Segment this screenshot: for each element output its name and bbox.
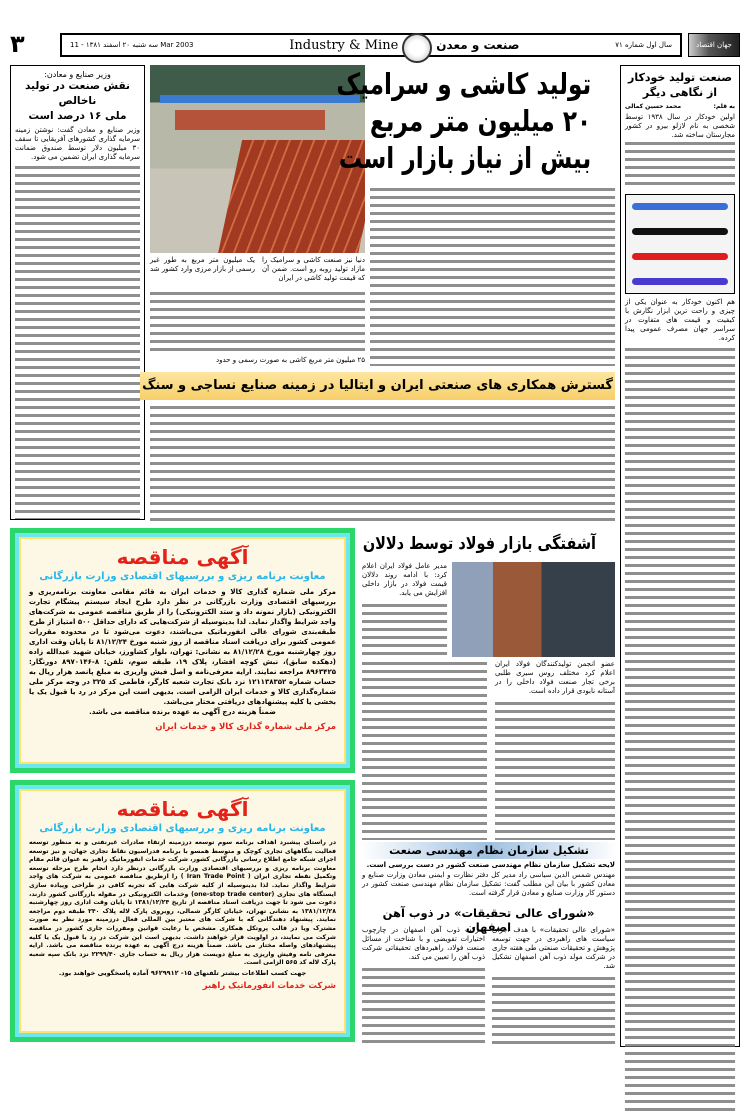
right-caption: هم اکنون خودکار به عنوان یکی از چیزی و راحت ترین ابزار نگارش با کیفیت و قیمت های متفاوت در سراسر جهان مصرف عمومی پیدا کرده. xyxy=(625,298,735,342)
italy-cooperation-banner: گسترش همکاری های صنعتی ایران و ایتالیا در زمینه صنایع نساجی و سنگ xyxy=(140,372,615,400)
left-title: نقش صنعت در تولید ناخالص ملی ۱۶ درصد است xyxy=(24,80,131,122)
pens-photo xyxy=(625,194,735,294)
page-number: ۳ xyxy=(10,30,25,58)
kicker: وزیر صنایع و معادن: xyxy=(44,70,111,79)
steel-headline: آشفتگی بازار فولاد توسط دلالان xyxy=(362,530,615,558)
globe-icon xyxy=(402,33,432,63)
right-intro: اولین خودکار در سال ۱۹۳۸ توسط شخصی به نام لازلو بیرو در کشور مجارستان ساخته شد. xyxy=(625,113,735,139)
engineering-body: مهندس شمس الدین سیاسی راد مدیر کل دفتر نظارت و ایمنی معادن وزارت صنایع و معادن کشور با بیان این مطلب گفت: تشکیل سازمان نظام مهندسی صنعت کشور در دستور کار وزارت صنایع و معادن قرار گرفته است. xyxy=(362,871,615,897)
right-title: صنعت تولید خودکار از نگاهی دیگر xyxy=(628,71,732,99)
lead-tail: ۲۵ میلیون متر مربع کاشی به صورت رسمی و حدود xyxy=(215,356,365,364)
date: سه شنبه ۲۰ اسفند ۱۳۸۱ - 11 Mar 2003 xyxy=(70,41,194,49)
steel-intro: مدیر عامل فولاد ایران اعلام کرد: با ادامه روند دلالان قیمت فولاد در بازار داخلی افزایش می یابد. xyxy=(362,562,447,597)
shora-headline: «شورای عالی تحقیقات» در ذوب آهن اصفهان xyxy=(382,906,595,934)
tender-ad-1: آگهی مناقصه معاونت برنامه ریزی و بررسیهای اقتصادی وزارت بازرگانی مرکز ملی شماره گذاری کالا و خدمات ایران به قائم مقامی معاونت برنامه‌ریزی و بررسیهای اقتصادی وزارت بازرگانی در نظر دارد طرح ایجاد سیستم پیشگام تجارت الکترونیکی (بازار نمونه داد و ستد الکترونیکی) را از طریق مناقصه عمومی به شرکت‌های واجد شرایط واگذار نماید. لذا بدینوسیله از شرکت‌هایی که دارای حداقل ۵۰۰ امتیاز از طرح طبقه‌بندی شورای عالی انفورماتیک می‌باشند، دعوت می‌شود تا در محدوده مقررات عمومی کشور برای دریافت اسناد مناقصه از روز شنبه مورخ ۸۱/۱۲/۲۴ تا پایان وقت اداری روز چهارشنبه مورخ ۸۱/۱۲/۲۸ به نشانی: تهران، بلوار کشاورز، خیابان شهید عبدالله زاده (دهکده سابق)، نبش کوچه افشار، پلاک ۱۹، طبقه سوم، تلفن: ۸-۸۹۷۰۱۴۶ دورنگار: ۸۹۶۳۴۲۵ مراجعه نمایند. ارایه معرفی‌نامه و اصل فیش واریزی به مبلغ پانصد هزار ریال به حساب شماره ۱۲۱۱۳۸۳۵۲ نزد بانک تجارت شعبه کارگر، فاطمی کد ۳۲۵ در وجه مرکز ملی شماره‌گذاری کالا و خدمات ایران الزامی است. بدیهی است این مرکز در رد یا قبول یک یا بخشی یا کلیه پیشنهادهای دریافتی مختار می‌باشد. ضمناً هزینه درج آگهی به عهده برنده مناقصه می باشد. مرکز ملی شماره گذاری کالا و خدمات ایران xyxy=(10,528,355,773)
tender-ad-2: آگهی مناقصه معاونت برنامه ریزی و بررسیهای اقتصادی وزارت بازرگانی در راستای پیشبرد اهداف برنامه سوم توسعه درزمینه ارتقاء صادرات غیرنفتی و به منظور توسعه فعالیت بنگاههای تجاری کوچک و متوسط همسو با برنامه فدراسیون نقاط تجاری جهان، و نیز توسعه اجرای شبکه جامع اطلاع رسانی بازرگانی کشور، شرکت خدمات انفورماتیک راهبر به عنوان قائم مقام معاونت برنامه ریزی و بررسیهای اقتصادی وزارت بازرگانی درنظر دارد انجام طرح مرحله توسعه وتکمیل نقطه تجاری ایران ( Iran Trade Point ) را ازطریق مناقصه عمومی به شرکت های واجد شرایط واگذار نماید. لذا بدینوسیله از کلیه شرکت هایی که تجربه کافی در طراحی وپیاده سازی ایستگاه های تجاری (one-stop trade center) وخدمات الکترونیکی در مقوله بازرگانی کشور دارند، دعوت می شود تا جهت دریافت اسناد مناقصه از تاریخ ۱۳۸۱/۱۲/۲۴ تا پایان وقت اداری روز چهارشنبه ۱۳۸۱/۱۲/۲۸ به نشانی تهران، خیابان کارگر شمالی، روبروی پارک لاله پلاک ۲۴۰ طبقه دوم مراجعه نمایند. پیشنهاد دهندگانی که با شرکت های معتبر بین المللی فعال درزمینه مورد نظر به صورت مشترک ویا در قالب پروتکل همکاری مشخص با رعایت قوانین ومقررات جاری کشور در مناقصه شرکت می نمایند، در اولویت قرار خواهند داشت. بدیهی است این شرکت در رد یا قبول یک یا کلیه پیشنهادهای واصله مختار می باشد. ضمناً هزینه درج آگهی به عهده برنده مناقصه می باشد. ارایه معرفی نامه وفیش واریزی به مبلغ دویست هزار ریال به حساب جاری ۲۲۹۹/۴۰ نزد بانک سپه شعبه پارک لاله کد ۵۶۵ الزامی است. جهت کسب اطلاعات بیشتر تلفنهای ۱۵- ۹۶۲۹۹۱۲ آماده پاسخگویی خواهند بود. شرکت خدمات انفورماتیک راهبر xyxy=(10,780,355,1042)
lead-snippet-2: یک میلیون متر مربع به طور غیر رسمی از بازار مرزی وارد کشور شد xyxy=(150,256,255,273)
steel-warehouse-photo xyxy=(452,562,615,657)
newspaper-logo: جهان اقتصاد xyxy=(688,33,740,57)
lead-headline: تولید کاشی و سرامیک ۲۰ میلیون متر مربع بیش از نیاز بازار است xyxy=(368,66,616,182)
shora-col-right: «شورای عالی تحقیقات» با هدف اجرای سیاست های راهبردی در جهت توسعه پژوهش و تحقیقات صنعتی طی هفته جاری در شرکت مولد ذوب آهن اصفهان تشکیل شد. xyxy=(492,926,615,970)
left-column-article xyxy=(10,65,145,520)
shora-col-left: شرکت ذوب آهن اصفهان در چارچوب اختیارات تفویضی و با شناخت از مسائل صنعت فولاد، راهبردهای تحقیقاتی شرکت ذوب آهن را تعیین می کند. xyxy=(362,926,485,961)
section-fa: صنعت و معدن xyxy=(436,38,520,52)
left-intro: وزیر صنایع و معادن گفت: نوشتن زمینه سرمایه گذاری کشورهای آفریقایی تا سقف ۳۰ میلیون دلار توسط صندوق ضمانت سرمایه گذاری ایران تضمین می شود. xyxy=(15,126,140,161)
section-en: Industry & Mine xyxy=(289,37,399,53)
steel-snippet: عضو انجمن تولیدکنندگان فولاد ایران اعلام کرد مختلف روس سیری طلبی برخی تجار صنعت فولاد داخلی را در آستانه نابودی قرار داده است. xyxy=(495,660,615,695)
lead-snippet: دنیا نیز صنعت کاشی و سرامیک را مازاد تولید روبه رو است. ضمن آن که قیمت تولید کاشی در ایران xyxy=(262,256,365,282)
masthead-bar xyxy=(60,33,682,57)
issue-number: سال اول شماره ۷۱ xyxy=(615,41,672,49)
engineering-lead: لایحه تشکیل سازمان نظام مهندسی صنعت کشور در دست بررسی است. xyxy=(366,861,615,869)
right-column-article: صنعت تولید خودکار از نگاهی دیگر به قلم: محمد حسین کمالی اولین خودکار در سال ۱۹۳۸ توسط شخصی به نام لازلو بیرو در کشور مجارستان ساخته شد. هم اکنون خودکار به عنوان یکی از چیزی و راحت ترین ابزار نگارش با کیفیت و قیمت های متفاوت در سراسر جهان مصرف عمومی پیدا کرده. xyxy=(620,65,740,1047)
engineering-headline: تشکیل سازمان نظام مهندسی صنعت xyxy=(360,842,618,859)
tile-factory-photo xyxy=(150,65,365,253)
section-title xyxy=(289,27,519,63)
